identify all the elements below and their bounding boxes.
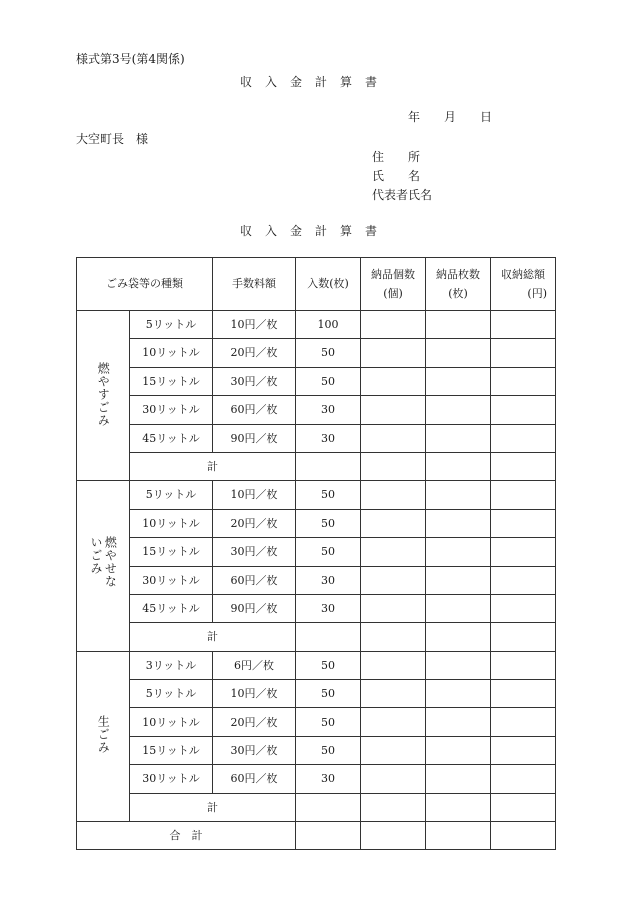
total-amount-cell[interactable] [491,481,556,509]
table-title: 収入金計算書 [239,224,390,238]
subtotal-row [77,623,556,651]
category-label: 燃やせないごみ [89,536,118,589]
total-amount-cell[interactable] [491,538,556,566]
size-cell: 5リットル [130,311,213,339]
fee-cell: 30円／枚 [213,538,296,566]
representative-name-label: 代表者氏名 [372,188,433,202]
delivered-sheets-cell[interactable] [426,367,491,395]
size-cell: 45リットル [130,594,213,622]
subtotal-units-cell[interactable] [361,793,426,821]
size-cell: 15リットル [130,538,213,566]
subtotal-row [77,452,556,480]
delivered-sheets-cell[interactable] [426,680,491,708]
size-cell: 15リットル [130,367,213,395]
count-cell: 30 [296,396,361,424]
delivered-sheets-cell[interactable] [426,594,491,622]
total-amount-cell[interactable] [491,396,556,424]
count-cell: 30 [296,566,361,594]
subtotal-count-cell[interactable] [296,793,361,821]
count-cell: 50 [296,367,361,395]
total-amount-cell[interactable] [491,708,556,736]
header-delivered-sheets [426,258,491,311]
count-cell: 50 [296,339,361,367]
table-row [77,594,556,622]
fee-cell: 60円／枚 [213,566,296,594]
table-row [77,765,556,793]
header-delivered-units-line1: 納品個数 [371,267,415,281]
delivered-sheets-cell[interactable] [426,708,491,736]
size-cell: 15リットル [130,736,213,764]
fee-cell: 60円／枚 [213,765,296,793]
delivered-sheets-cell[interactable] [426,509,491,537]
table-row [77,680,556,708]
delivered-units-cell[interactable] [361,651,426,679]
size-cell: 3リットル [130,651,213,679]
count-cell: 50 [296,708,361,736]
grand-total-amount-cell[interactable] [491,822,556,850]
delivered-units-cell[interactable] [361,339,426,367]
table-row [77,367,556,395]
subtotal-amount-cell[interactable] [491,793,556,821]
size-cell: 10リットル [130,708,213,736]
fee-cell: 10円／枚 [213,311,296,339]
delivered-units-cell[interactable] [361,396,426,424]
date-year-label: 年 [408,110,421,124]
header-bag-type: ごみ袋等の種類 [77,258,213,311]
grand-total-row [77,822,556,850]
subtotal-count-cell[interactable] [296,623,361,651]
grand-total-count-cell[interactable] [296,822,361,850]
total-amount-cell[interactable] [491,566,556,594]
table-row [77,339,556,367]
fee-cell: 10円／枚 [213,680,296,708]
header-total-amount [491,258,556,311]
date-month-label: 月 [444,110,457,124]
count-cell: 30 [296,765,361,793]
table-row [77,311,556,339]
fee-cell: 20円／枚 [213,509,296,537]
delivered-units-cell[interactable] [361,765,426,793]
date-day-label: 日 [480,110,493,124]
grand-total-units-cell[interactable] [361,822,426,850]
category-cell [77,311,130,481]
fee-cell: 10円／枚 [213,481,296,509]
delivered-sheets-cell[interactable] [426,566,491,594]
document-title: 収入金計算書 [239,75,390,89]
size-cell: 30リットル [130,765,213,793]
delivered-sheets-cell[interactable] [426,311,491,339]
header-delivered-units [361,258,426,311]
delivered-units-cell[interactable] [361,680,426,708]
size-cell: 30リットル [130,396,213,424]
total-amount-cell[interactable] [491,424,556,452]
total-amount-cell[interactable] [491,509,556,537]
subtotal-units-cell[interactable] [361,623,426,651]
fee-cell: 90円／枚 [213,594,296,622]
delivered-sheets-cell[interactable] [426,765,491,793]
total-amount-cell[interactable] [491,339,556,367]
delivered-units-cell[interactable] [361,594,426,622]
table-row [77,424,556,452]
total-amount-cell[interactable] [491,311,556,339]
table-header-row [77,258,556,311]
count-cell: 50 [296,509,361,537]
table-row [77,736,556,764]
delivered-sheets-cell[interactable] [426,651,491,679]
delivered-sheets-cell[interactable] [426,736,491,764]
total-amount-cell[interactable] [491,765,556,793]
delivered-sheets-cell[interactable] [426,339,491,367]
count-cell: 30 [296,424,361,452]
subtotal-row [77,793,556,821]
total-amount-cell[interactable] [491,736,556,764]
subtotal-label: 計 [130,793,296,821]
delivered-units-cell[interactable] [361,566,426,594]
fee-cell: 90円／枚 [213,424,296,452]
delivered-units-cell[interactable] [361,367,426,395]
header-fee: 手数料額 [213,258,296,311]
count-cell: 50 [296,680,361,708]
size-cell: 45リットル [130,424,213,452]
fee-cell: 30円／枚 [213,736,296,764]
count-cell: 50 [296,736,361,764]
size-cell: 5リットル [130,481,213,509]
delivered-units-cell[interactable] [361,311,426,339]
delivered-units-cell[interactable] [361,509,426,537]
fee-cell: 20円／枚 [213,339,296,367]
fee-cell: 30円／枚 [213,367,296,395]
subtotal-count-cell[interactable] [296,452,361,480]
count-cell: 100 [296,311,361,339]
recipient-label: 大空町長 様 [76,132,149,146]
subtotal-sheets-cell[interactable] [426,793,491,821]
size-cell: 5リットル [130,680,213,708]
subtotal-amount-cell[interactable] [491,452,556,480]
delivered-sheets-cell[interactable] [426,424,491,452]
delivered-units-cell[interactable] [361,708,426,736]
category-cell [77,481,130,651]
table-row [77,538,556,566]
delivered-units-cell[interactable] [361,424,426,452]
table-row [77,566,556,594]
size-cell: 10リットル [130,339,213,367]
category-cell [77,651,130,821]
subtotal-amount-cell[interactable] [491,623,556,651]
header-delivered-units-line2: (個) [383,287,403,300]
header-delivered-sheets-line1: 納品枚数 [436,267,480,281]
subtotal-sheets-cell[interactable] [426,452,491,480]
count-cell: 50 [296,481,361,509]
subtotal-sheets-cell[interactable] [426,623,491,651]
header-total-amount-line1: 収納総額 [501,267,545,281]
total-amount-cell[interactable] [491,594,556,622]
size-cell: 30リットル [130,566,213,594]
total-amount-cell[interactable] [491,651,556,679]
form-number-label: 様式第3号(第4関係) [76,52,185,66]
delivered-units-cell[interactable] [361,481,426,509]
category-label: 燃やすごみ [96,361,111,427]
header-delivered-sheets-line2: (枚) [448,287,468,300]
category-label: 生ごみ [96,715,111,755]
table-row [77,509,556,537]
total-amount-cell[interactable] [491,367,556,395]
subtotal-label: 計 [130,452,296,480]
fee-cell: 60円／枚 [213,396,296,424]
count-cell: 30 [296,594,361,622]
delivered-sheets-cell[interactable] [426,538,491,566]
subtotal-units-cell[interactable] [361,452,426,480]
name-label: 氏 名 [372,169,421,183]
table-row [77,651,556,679]
grand-total-label: 合 計 [77,822,296,850]
revenue-table [76,257,556,850]
header-total-amount-line2: (円) [527,287,547,300]
address-label: 住 所 [372,150,421,164]
table-row [77,396,556,424]
table-row [77,708,556,736]
fee-cell: 6円／枚 [213,651,296,679]
delivered-units-cell[interactable] [361,736,426,764]
table-row [77,481,556,509]
size-cell: 10リットル [130,509,213,537]
subtotal-label: 計 [130,623,296,651]
delivered-sheets-cell[interactable] [426,396,491,424]
delivered-sheets-cell[interactable] [426,481,491,509]
grand-total-sheets-cell[interactable] [426,822,491,850]
total-amount-cell[interactable] [491,680,556,708]
fee-cell: 20円／枚 [213,708,296,736]
header-count: 入数(枚) [296,258,361,311]
count-cell: 50 [296,651,361,679]
count-cell: 50 [296,538,361,566]
delivered-units-cell[interactable] [361,538,426,566]
